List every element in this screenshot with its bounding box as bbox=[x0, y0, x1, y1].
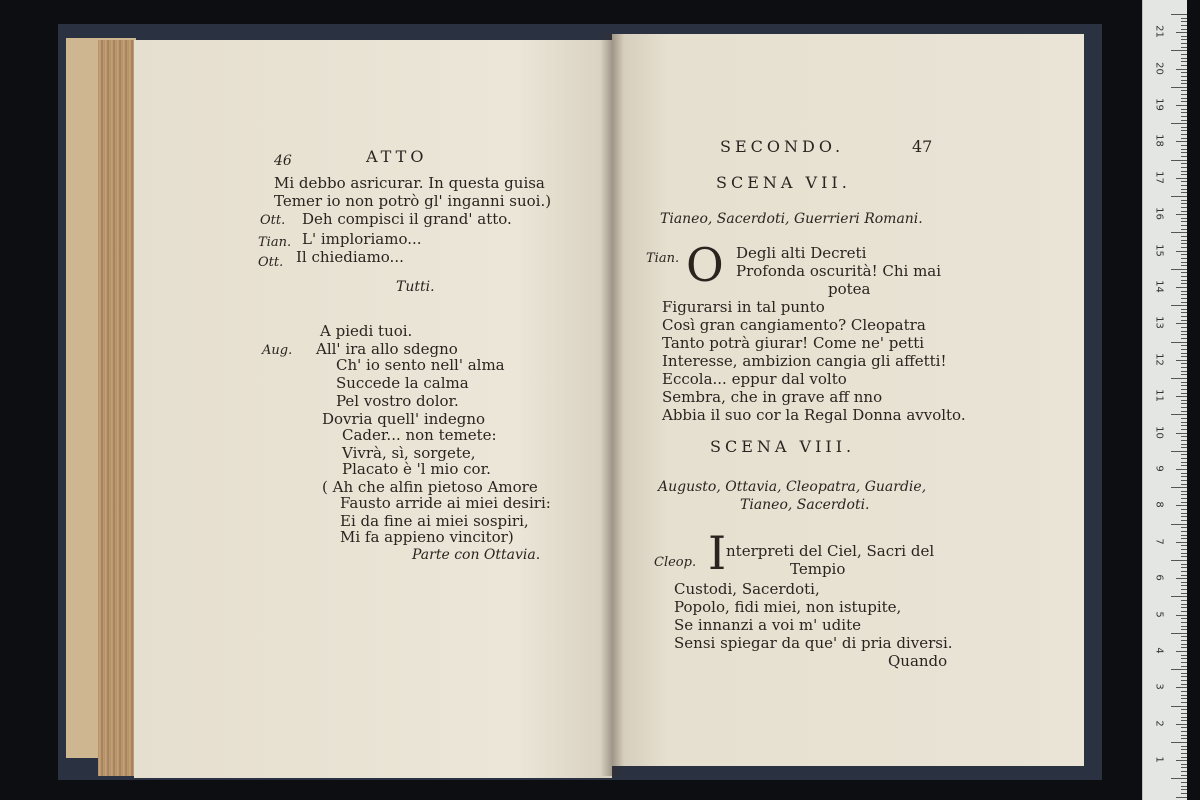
ruler-tick bbox=[1181, 502, 1187, 503]
ruler-tick bbox=[1181, 673, 1187, 674]
ruler-tick bbox=[1181, 407, 1187, 408]
ruler-tick bbox=[1181, 221, 1187, 222]
ruler-tick bbox=[1176, 578, 1187, 579]
catchword: Quando bbox=[888, 652, 948, 670]
ruler-tick bbox=[1181, 636, 1187, 637]
book-gutter bbox=[600, 34, 624, 776]
ruler-tick bbox=[1181, 749, 1187, 750]
ruler-tick bbox=[1171, 305, 1187, 306]
ruler-number: 16 bbox=[1153, 207, 1165, 221]
ruler-number: 3 bbox=[1153, 683, 1165, 691]
text-line: Deh compisci il grand' atto. bbox=[302, 210, 512, 228]
ruler-tick bbox=[1181, 655, 1187, 656]
ruler-tick bbox=[1181, 189, 1187, 190]
ruler-tick bbox=[1181, 666, 1187, 667]
aria-line: Placato è 'l mio cor. bbox=[342, 460, 491, 478]
ruler-tick bbox=[1181, 491, 1187, 492]
ruler-tick bbox=[1181, 291, 1187, 292]
ruler-tick bbox=[1181, 593, 1187, 594]
scene-cast: Tianeo, Sacerdoti. bbox=[740, 497, 870, 513]
ruler-tick bbox=[1181, 527, 1187, 528]
ruler-tick bbox=[1181, 622, 1187, 623]
aria-line: Succede la calma bbox=[336, 374, 469, 392]
ruler-tick bbox=[1181, 163, 1187, 164]
text-line: Profonda oscurità! Chi mai bbox=[736, 262, 942, 280]
ruler-number: 2 bbox=[1153, 720, 1165, 727]
ruler-tick bbox=[1181, 134, 1187, 135]
ruler-tick bbox=[1181, 272, 1187, 273]
ruler-number: 11 bbox=[1153, 389, 1165, 403]
ruler-tick bbox=[1181, 374, 1187, 375]
ruler-tick bbox=[1181, 713, 1187, 714]
ruler-tick bbox=[1181, 36, 1187, 37]
ruler-tick bbox=[1171, 706, 1187, 707]
ruler-tick bbox=[1181, 203, 1187, 204]
text-line: Sensi spiegar da que' di pria diversi. bbox=[674, 634, 953, 652]
speaker-label: Ott. bbox=[258, 255, 284, 270]
ruler-tick bbox=[1176, 105, 1187, 106]
ruler-tick bbox=[1181, 127, 1187, 128]
ruler-tick bbox=[1181, 786, 1187, 787]
ruler-tick bbox=[1181, 247, 1187, 248]
ruler-tick bbox=[1171, 50, 1187, 51]
ruler-tick bbox=[1181, 349, 1187, 350]
ruler-tick bbox=[1181, 709, 1187, 710]
ruler-tick bbox=[1181, 564, 1187, 565]
ruler-tick bbox=[1176, 214, 1187, 215]
ruler-tick bbox=[1181, 338, 1187, 339]
ruler-tick bbox=[1181, 280, 1187, 281]
ruler-tick bbox=[1181, 229, 1187, 230]
ruler-tick bbox=[1181, 54, 1187, 55]
ruler-tick bbox=[1181, 382, 1187, 383]
ruler-tick bbox=[1176, 505, 1187, 506]
ruler-tick bbox=[1171, 596, 1187, 597]
ruler-tick bbox=[1181, 618, 1187, 619]
ruler-number: 6 bbox=[1153, 574, 1165, 581]
ruler-tick bbox=[1181, 120, 1187, 121]
left-page bbox=[134, 40, 612, 778]
ruler-number: 5 bbox=[1153, 610, 1165, 618]
text-line: Eccola... eppur dal volto bbox=[662, 370, 847, 388]
ruler-tick bbox=[1171, 378, 1187, 379]
ruler-tick bbox=[1181, 403, 1187, 404]
ruler-tick bbox=[1181, 334, 1187, 335]
ruler-tick bbox=[1181, 145, 1187, 146]
ruler-tick bbox=[1181, 676, 1187, 677]
ruler-tick bbox=[1176, 396, 1187, 397]
ruler-tick bbox=[1181, 775, 1187, 776]
ruler-tick bbox=[1181, 520, 1187, 521]
ruler-tick bbox=[1181, 767, 1187, 768]
text-line: Tanto potrà giurar! Come ne' petti bbox=[662, 334, 925, 352]
ruler-number: 13 bbox=[1153, 316, 1165, 330]
ruler-tick bbox=[1181, 789, 1187, 790]
ruler-tick bbox=[1176, 251, 1187, 252]
ruler-tick bbox=[1181, 225, 1187, 226]
ruler-tick bbox=[1181, 236, 1187, 237]
ruler-tick bbox=[1181, 345, 1187, 346]
speaker-label: Ott. bbox=[260, 213, 286, 228]
ruler-tick bbox=[1181, 47, 1187, 48]
ruler-tick bbox=[1181, 684, 1187, 685]
ruler-tick bbox=[1176, 651, 1187, 652]
ruler-tick bbox=[1181, 418, 1187, 419]
ruler-tick bbox=[1181, 465, 1187, 466]
running-header: ATTO bbox=[366, 147, 428, 166]
ruler-tick bbox=[1181, 549, 1187, 550]
ruler-tick bbox=[1181, 702, 1187, 703]
ruler-tick bbox=[1181, 207, 1187, 208]
ruler-tick bbox=[1181, 753, 1187, 754]
ruler-number: 20 bbox=[1153, 61, 1165, 75]
ruler-number: 1 bbox=[1153, 756, 1165, 763]
ruler-tick bbox=[1181, 658, 1187, 659]
ruler-tick bbox=[1181, 331, 1187, 332]
ruler-tick bbox=[1181, 644, 1187, 645]
ruler-number: 14 bbox=[1153, 280, 1165, 293]
ruler-tick bbox=[1181, 454, 1187, 455]
text-line: Popolo, fidi miei, non istupite, bbox=[674, 598, 902, 616]
ruler-tick bbox=[1181, 265, 1187, 266]
aria-line: Vivrà, sì, sorgete, bbox=[342, 444, 476, 462]
ruler-tick bbox=[1181, 200, 1187, 201]
ruler-tick bbox=[1181, 101, 1187, 102]
ruler-tick bbox=[1181, 181, 1187, 182]
ruler-tick bbox=[1181, 731, 1187, 732]
ruler-tick bbox=[1181, 585, 1187, 586]
ruler-tick bbox=[1181, 167, 1187, 168]
aria-line: Cader... non temete: bbox=[342, 426, 497, 444]
ruler-tick bbox=[1181, 691, 1187, 692]
ruler-number: 18 bbox=[1153, 134, 1165, 148]
text-line: Sembra, che in grave aff nno bbox=[662, 388, 883, 406]
ruler-tick bbox=[1171, 633, 1187, 634]
ruler-tick bbox=[1181, 327, 1187, 328]
ruler-tick bbox=[1181, 149, 1187, 150]
scene-title: SCENA VIII. bbox=[710, 437, 856, 456]
ruler-tick bbox=[1176, 797, 1187, 798]
aria-line: All' ira allo sdegno bbox=[316, 340, 458, 358]
ruler-tick bbox=[1181, 112, 1187, 113]
ruler-tick bbox=[1181, 513, 1187, 514]
ruler-tick bbox=[1181, 98, 1187, 99]
ruler-tick bbox=[1176, 469, 1187, 470]
ruler-tick bbox=[1181, 80, 1187, 81]
text-line: Interesse, ambizion cangia gli affetti! bbox=[662, 352, 947, 370]
aria-line: Ei da fine ai miei sospiri, bbox=[340, 512, 529, 530]
ruler-tick bbox=[1176, 178, 1187, 179]
ruler-tick bbox=[1181, 262, 1187, 263]
ruler-number: 7 bbox=[1153, 538, 1165, 545]
measuring-ruler bbox=[1142, 0, 1187, 800]
ruler-tick bbox=[1181, 720, 1187, 721]
ruler-number: 9 bbox=[1153, 465, 1165, 472]
ruler-tick bbox=[1181, 662, 1187, 663]
ruler-tick bbox=[1176, 724, 1187, 725]
text-line: Abbia il suo cor la Regal Donna avvolto. bbox=[662, 406, 966, 424]
ruler-tick bbox=[1181, 436, 1187, 437]
ruler-tick bbox=[1181, 18, 1187, 19]
ruler-tick bbox=[1181, 309, 1187, 310]
ruler-tick bbox=[1181, 312, 1187, 313]
ruler-tick bbox=[1181, 764, 1187, 765]
aria-line: Fausto arride ai miei desiri: bbox=[340, 494, 551, 512]
ruler-tick bbox=[1181, 393, 1187, 394]
ruler-tick bbox=[1181, 582, 1187, 583]
ruler-tick bbox=[1181, 607, 1187, 608]
scene-title: SCENA VII. bbox=[716, 173, 851, 192]
ruler-tick bbox=[1181, 698, 1187, 699]
right-page bbox=[612, 34, 1084, 766]
aria-line: A piedi tuoi. bbox=[320, 322, 413, 340]
ruler-tick bbox=[1181, 626, 1187, 627]
ruler-tick bbox=[1171, 669, 1187, 670]
ruler-tick bbox=[1181, 371, 1187, 372]
ruler-tick bbox=[1181, 276, 1187, 277]
ruler-tick bbox=[1181, 356, 1187, 357]
speaker-label: Aug. bbox=[262, 343, 293, 358]
ruler-tick bbox=[1181, 535, 1187, 536]
ruler-tick bbox=[1181, 680, 1187, 681]
ruler-tick bbox=[1171, 87, 1187, 88]
ruler-tick bbox=[1181, 367, 1187, 368]
ruler-tick bbox=[1181, 571, 1187, 572]
ruler-tick bbox=[1176, 287, 1187, 288]
ruler-tick bbox=[1181, 727, 1187, 728]
ruler-tick bbox=[1181, 254, 1187, 255]
ruler-tick bbox=[1181, 717, 1187, 718]
ruler-number: 17 bbox=[1153, 170, 1165, 184]
ruler-tick bbox=[1181, 429, 1187, 430]
text-line: Mi debbo asricurar. In questa guisa bbox=[274, 174, 545, 192]
ruler-tick bbox=[1181, 538, 1187, 539]
running-header: SECONDO. bbox=[720, 137, 845, 156]
ruler-tick bbox=[1181, 738, 1187, 739]
ruler-tick bbox=[1181, 640, 1187, 641]
ruler-tick bbox=[1181, 258, 1187, 259]
page-number: 47 bbox=[912, 137, 933, 156]
text-line: Figurarsi in tal punto bbox=[662, 298, 825, 316]
ruler-tick bbox=[1181, 600, 1187, 601]
ruler-tick bbox=[1181, 171, 1187, 172]
ruler-tick bbox=[1181, 556, 1187, 557]
ruler-tick bbox=[1181, 516, 1187, 517]
ruler-tick bbox=[1181, 302, 1187, 303]
ruler-tick bbox=[1181, 218, 1187, 219]
ruler-tick bbox=[1181, 440, 1187, 441]
ruler-tick bbox=[1181, 116, 1187, 117]
ruler-tick bbox=[1171, 160, 1187, 161]
ruler-tick bbox=[1181, 298, 1187, 299]
ruler-tick bbox=[1181, 192, 1187, 193]
ruler-tick bbox=[1176, 687, 1187, 688]
ruler-tick bbox=[1176, 433, 1187, 434]
ruler-tick bbox=[1181, 476, 1187, 477]
ruler-number: 8 bbox=[1153, 501, 1165, 509]
drop-cap: O bbox=[686, 238, 724, 292]
ruler-tick bbox=[1171, 414, 1187, 415]
ruler-tick bbox=[1181, 425, 1187, 426]
ruler-tick bbox=[1181, 458, 1187, 459]
ruler-tick bbox=[1181, 629, 1187, 630]
ruler-tick bbox=[1171, 487, 1187, 488]
ruler-tick bbox=[1181, 604, 1187, 605]
text-line: Custodi, Sacerdoti, bbox=[674, 580, 820, 598]
ruler-tick bbox=[1176, 542, 1187, 543]
ruler-number: 10 bbox=[1153, 425, 1165, 439]
ruler-tick bbox=[1181, 240, 1187, 241]
ruler-tick bbox=[1181, 385, 1187, 386]
ruler-tick bbox=[1181, 156, 1187, 157]
ruler-tick bbox=[1171, 524, 1187, 525]
text-line: Se innanzi a voi m' udite bbox=[674, 616, 861, 634]
ruler-tick bbox=[1181, 109, 1187, 110]
speaker-label: Cleop. bbox=[654, 555, 697, 570]
ruler-tick bbox=[1171, 14, 1187, 15]
ruler-tick bbox=[1181, 793, 1187, 794]
ruler-tick bbox=[1171, 742, 1187, 743]
aria-line: Dovria quell' indegno bbox=[322, 410, 486, 428]
text-line: Degli alti Decreti bbox=[736, 244, 867, 262]
ruler-tick bbox=[1181, 283, 1187, 284]
ruler-tick bbox=[1181, 39, 1187, 40]
text-line: Temer io non potrò gl' inganni suoi.) bbox=[274, 192, 552, 210]
ruler-tick bbox=[1181, 771, 1187, 772]
ruler-tick bbox=[1181, 746, 1187, 747]
ruler-tick bbox=[1176, 615, 1187, 616]
ruler-tick bbox=[1181, 480, 1187, 481]
ruler-number: 21 bbox=[1153, 25, 1165, 39]
ruler-tick bbox=[1181, 294, 1187, 295]
ruler-tick bbox=[1181, 422, 1187, 423]
ruler-tick bbox=[1181, 531, 1187, 532]
ruler-tick bbox=[1181, 553, 1187, 554]
ruler-number: 4 bbox=[1153, 647, 1165, 654]
text-line: Tempio bbox=[790, 560, 846, 578]
tutti-label: Tutti. bbox=[396, 279, 435, 295]
ruler-tick bbox=[1176, 360, 1187, 361]
ruler-tick bbox=[1181, 611, 1187, 612]
ruler-tick bbox=[1181, 757, 1187, 758]
ruler-tick bbox=[1181, 211, 1187, 212]
aria-line: Mi fa appieno vincitor) bbox=[340, 528, 514, 546]
ruler-tick bbox=[1171, 269, 1187, 270]
ruler-tick bbox=[1181, 545, 1187, 546]
ruler-tick bbox=[1171, 778, 1187, 779]
ruler-tick bbox=[1181, 509, 1187, 510]
ruler-tick bbox=[1181, 243, 1187, 244]
text-line: Il chiediamo... bbox=[296, 248, 404, 266]
ruler-tick bbox=[1181, 647, 1187, 648]
ruler-tick bbox=[1181, 185, 1187, 186]
scene-cast: Tianeo, Sacerdoti, Guerrieri Romani. bbox=[660, 211, 923, 227]
ruler-tick bbox=[1181, 61, 1187, 62]
ruler-tick bbox=[1181, 389, 1187, 390]
aria-line: ( Ah che alfin pietoso Amore bbox=[322, 478, 538, 496]
ruler-tick bbox=[1181, 90, 1187, 91]
ruler-tick bbox=[1171, 451, 1187, 452]
ruler-tick bbox=[1181, 94, 1187, 95]
ruler-tick bbox=[1181, 72, 1187, 73]
ruler-tick bbox=[1171, 232, 1187, 233]
ruler-tick bbox=[1181, 575, 1187, 576]
ruler-tick bbox=[1181, 462, 1187, 463]
ruler-tick bbox=[1181, 589, 1187, 590]
ruler-tick bbox=[1181, 444, 1187, 445]
ruler-tick bbox=[1181, 494, 1187, 495]
drop-cap: I bbox=[708, 526, 727, 580]
ruler-number: 12 bbox=[1153, 352, 1165, 366]
ruler-tick bbox=[1181, 21, 1187, 22]
text-line: nterpreti del Ciel, Sacri del bbox=[726, 542, 935, 560]
ruler-number: 15 bbox=[1153, 243, 1165, 257]
ruler-tick bbox=[1181, 567, 1187, 568]
ruler-tick bbox=[1181, 83, 1187, 84]
ruler-tick bbox=[1181, 484, 1187, 485]
ruler-tick bbox=[1181, 65, 1187, 66]
scene-cast: Augusto, Ottavia, Cleopatra, Guardie, bbox=[658, 479, 927, 495]
ruler-tick bbox=[1171, 342, 1187, 343]
ruler-tick bbox=[1181, 320, 1187, 321]
ruler-tick bbox=[1176, 141, 1187, 142]
ruler-tick bbox=[1181, 782, 1187, 783]
aria-line: Pel vostro dolor. bbox=[336, 392, 459, 410]
speaker-label: Tian. bbox=[646, 251, 680, 266]
ruler-tick bbox=[1181, 498, 1187, 499]
ruler-tick bbox=[1176, 323, 1187, 324]
ruler-tick bbox=[1171, 123, 1187, 124]
ruler-tick bbox=[1181, 29, 1187, 30]
ruler-tick bbox=[1171, 560, 1187, 561]
stage-direction: Parte con Ottavia. bbox=[412, 547, 541, 563]
ruler-tick bbox=[1176, 760, 1187, 761]
ruler-tick bbox=[1181, 695, 1187, 696]
ruler-tick bbox=[1181, 353, 1187, 354]
ruler-tick bbox=[1181, 43, 1187, 44]
ruler-tick bbox=[1181, 473, 1187, 474]
ruler-tick bbox=[1181, 152, 1187, 153]
ruler-tick bbox=[1176, 32, 1187, 33]
ruler-tick bbox=[1181, 130, 1187, 131]
ruler-tick bbox=[1181, 735, 1187, 736]
ruler-tick bbox=[1181, 76, 1187, 77]
text-line: Così gran cangiamento? Cleopatra bbox=[662, 316, 926, 334]
ruler-tick bbox=[1181, 25, 1187, 26]
text-line: potea bbox=[828, 280, 871, 298]
ruler-tick bbox=[1181, 363, 1187, 364]
ruler-tick bbox=[1171, 196, 1187, 197]
ruler-tick bbox=[1181, 411, 1187, 412]
ruler-tick bbox=[1181, 138, 1187, 139]
ruler-tick bbox=[1181, 447, 1187, 448]
ruler-tick bbox=[1181, 58, 1187, 59]
text-line: L' imploriamo... bbox=[302, 230, 422, 248]
page-number: 46 bbox=[274, 153, 292, 169]
ruler-tick bbox=[1181, 400, 1187, 401]
ruler-number: 19 bbox=[1153, 98, 1165, 111]
aria-line: Ch' io sento nell' alma bbox=[336, 356, 505, 374]
ruler-tick bbox=[1181, 174, 1187, 175]
speaker-label: Tian. bbox=[258, 235, 292, 250]
ruler-tick bbox=[1176, 69, 1187, 70]
ruler-tick bbox=[1181, 316, 1187, 317]
